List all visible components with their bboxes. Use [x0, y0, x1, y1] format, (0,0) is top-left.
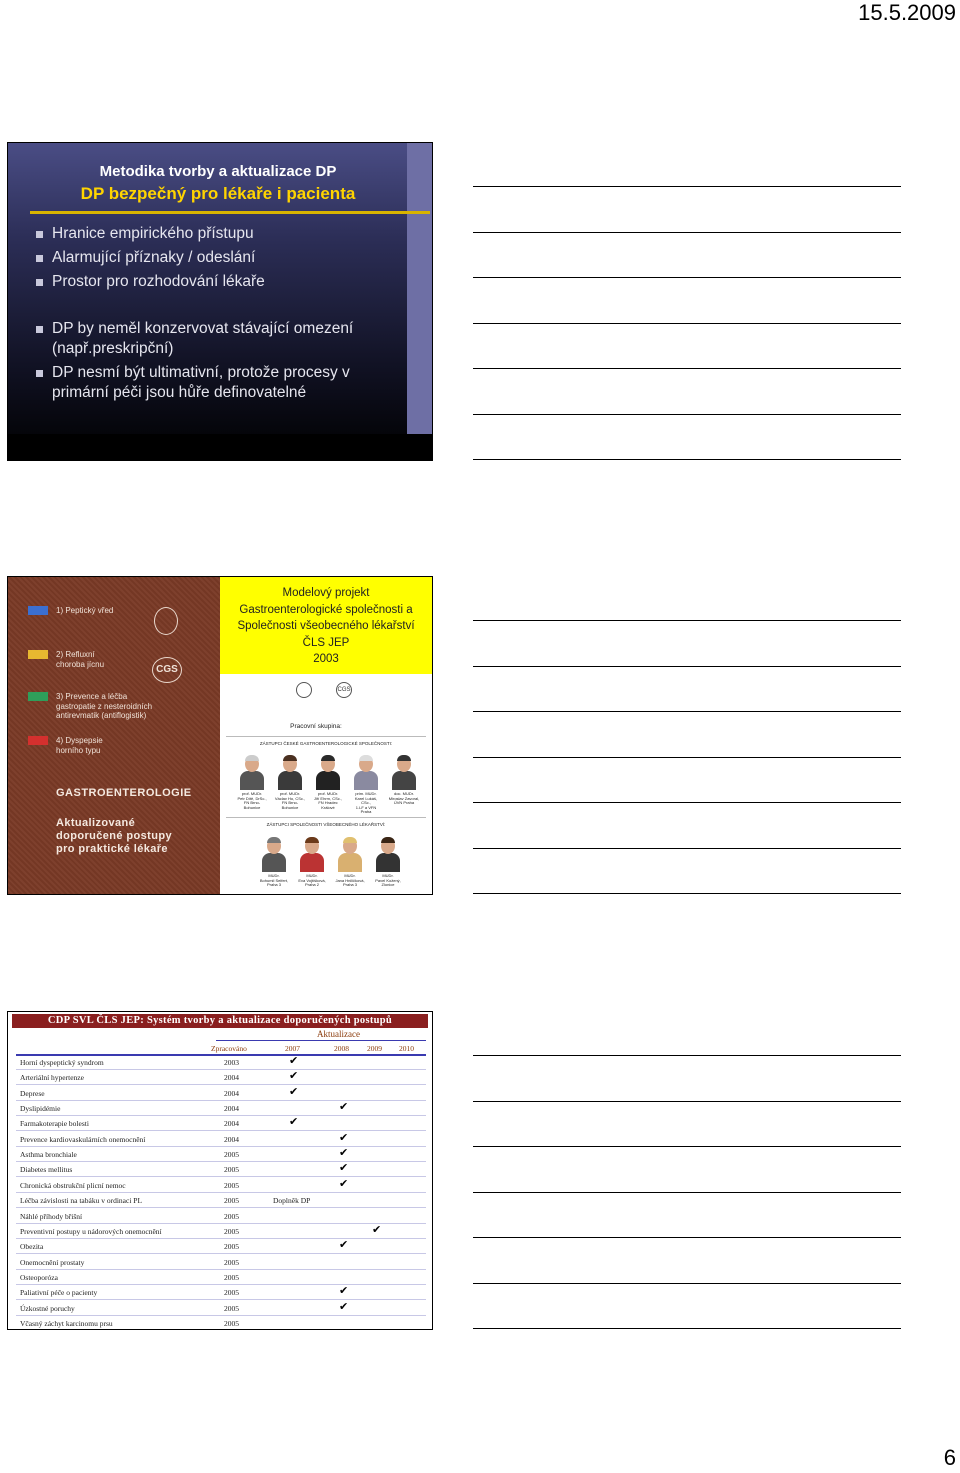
table-row-year: 2005 — [224, 1318, 239, 1328]
note-line — [473, 893, 901, 894]
project-title-line: ČLS JEP — [302, 636, 350, 649]
table-row-year: 2005 — [224, 1303, 239, 1313]
table-row-year: 2005 — [224, 1150, 239, 1160]
row-divider — [16, 1100, 426, 1101]
person-photo: MUDr. Jana Hniličková, Praha 3 — [338, 836, 362, 872]
table-row-year: 2003 — [224, 1058, 239, 1067]
working-group-panel — [220, 674, 432, 894]
checkmark-icon: ✔ — [339, 1284, 349, 1298]
table-row-name: Asthma bronchiale — [20, 1150, 77, 1160]
table-row-name: Farmakoterapie bolesti — [20, 1119, 89, 1129]
square-bullet-icon — [36, 370, 43, 377]
checkmark-icon: ✔ — [339, 1176, 349, 1190]
slide-subtitle: DP bezpečný pro lékaře i pacienta — [80, 184, 356, 203]
note-line — [473, 1146, 901, 1147]
row-divider — [16, 1130, 426, 1131]
note-line — [473, 459, 901, 460]
color-stripe — [28, 736, 48, 745]
table-row-year: 2004 — [224, 1073, 239, 1083]
doplnek-note: Doplněk DP — [273, 1196, 311, 1206]
row-divider — [16, 1299, 426, 1300]
table-row-name: Léčba závislosti na tabáku v ordinaci PL — [20, 1196, 143, 1206]
checkmark-icon: ✔ — [289, 1115, 299, 1129]
person-photo: MUDr. Bohumil Seifert, Praha 3 — [262, 836, 286, 872]
book-heading: GASTROENTEROLOGIE — [56, 787, 192, 799]
table-row-name: Diabetes mellitus — [20, 1165, 73, 1175]
note-line — [473, 1328, 901, 1329]
note-line — [473, 1055, 901, 1056]
person-photo: MUDr. Pavel Kožený, Zlonice — [376, 836, 400, 872]
table-row-name: Deprese — [20, 1088, 45, 1098]
bullet-item: Prostor pro rozhodování lékaře — [36, 272, 406, 292]
table-row-year: 2005 — [224, 1196, 239, 1206]
table-row-name: Preventivní postupy u nádorových onemocnění — [20, 1226, 162, 1236]
table-row-name: Onemocnění prostaty — [20, 1257, 85, 1267]
book-item: 1) Peptický vřed — [56, 606, 114, 615]
bullet-list-2 — [36, 319, 406, 407]
note-line — [473, 414, 901, 415]
bullet-item: DP nesmí být ultimativní, protože procesy v primární péči jsou hůře definovatelné — [36, 363, 406, 403]
col-zpracovano: Zpracováno — [211, 1044, 247, 1053]
table-row-year: 2004 — [224, 1104, 239, 1114]
table-row-name: Osteoporóza — [20, 1272, 58, 1282]
color-stripe — [28, 606, 48, 615]
checkmark-icon: ✔ — [339, 1100, 349, 1114]
row-divider — [16, 1315, 426, 1316]
project-title-line: Gastroenterologické společnosti a — [239, 603, 413, 616]
row-divider — [16, 1161, 426, 1162]
svl-logo-icon — [154, 607, 178, 635]
note-line — [473, 1237, 901, 1238]
note-line — [473, 711, 901, 712]
row-divider — [16, 1253, 426, 1254]
table-row-name: Arteriální hypertenze — [20, 1073, 84, 1083]
col-year: 2009 — [367, 1044, 382, 1053]
checkmark-icon: ✔ — [339, 1299, 349, 1313]
table-row-name: Chronická obstrukční plicní nemoc — [20, 1180, 126, 1190]
project-year: 2003 — [313, 653, 339, 665]
col-year: 2008 — [334, 1044, 349, 1053]
note-line — [473, 1283, 901, 1284]
bullet-list-1 — [36, 224, 406, 296]
color-stripe — [28, 692, 48, 701]
book-item: 2) Refluxní choroba jícnu — [56, 650, 105, 669]
book-item: 3) Prevence a léčba gastropatie z nesteroidních antirevmatik (antiflogistik) — [56, 692, 153, 720]
svl-logo-icon — [296, 682, 312, 698]
table-row-name: Prevence kardiovaskulárních onemocnění — [20, 1134, 146, 1144]
row-divider — [16, 1176, 426, 1177]
person-photo: prof. MUDr. Jiří Ehrm, CSc., FN Hradec Králové — [316, 754, 340, 790]
table-row-year: 2005 — [224, 1180, 239, 1190]
person-photo: prof. MUDr. Petr Dítě, DrSc., FN Brno-Bohunice — [240, 754, 264, 790]
row-divider — [16, 1084, 426, 1085]
table-row-year: 2004 — [224, 1088, 239, 1098]
square-bullet-icon — [36, 326, 43, 333]
slide-decor-bottom — [8, 434, 432, 460]
table-row-name: Obezita — [20, 1242, 44, 1252]
row-divider — [16, 1192, 426, 1193]
note-line — [473, 277, 901, 278]
table-row-year: 2005 — [224, 1242, 239, 1252]
project-title-box — [220, 577, 432, 674]
table-row-year: 2005 — [224, 1272, 239, 1282]
ges-representatives-label: ZÁSTUPCI ČESKÉ GASTROENTEROLOGICKÉ SPOLEČNOSTI: — [259, 741, 393, 746]
table-row-year: 2005 — [224, 1288, 239, 1298]
note-line — [473, 666, 901, 667]
header-rule — [16, 1054, 426, 1056]
checkmark-icon: ✔ — [339, 1238, 349, 1252]
bullet-item: Hranice empirického přístupu — [36, 224, 406, 244]
note-line — [473, 186, 901, 187]
note-line — [473, 620, 901, 621]
note-line — [473, 368, 901, 369]
row-divider — [16, 1223, 426, 1224]
person-photo: prof. MUDr. Václav Ho, CSc., FN Brno-Bohunice — [278, 754, 302, 790]
cgs-logo-icon: CGS — [152, 657, 182, 683]
table-row-name: Paliativní péče o pacienty — [20, 1288, 98, 1298]
table-row-year: 2005 — [224, 1226, 239, 1236]
person-photo: prim. MUDr. Karel Lukáš, CSc., 1.LF a VFN Praha — [354, 754, 378, 790]
cgs-logo-icon: CGS — [336, 682, 352, 698]
table-row-name: Včasný záchyt karcinomu prsu — [20, 1318, 113, 1328]
title-rule — [30, 211, 430, 214]
table-row-year: 2004 — [224, 1119, 239, 1129]
working-group-label: Pracovní skupina: — [290, 723, 342, 730]
table-row-name: Úzkostné poruchy — [20, 1303, 75, 1313]
square-bullet-icon — [36, 279, 43, 286]
table-row-year: 2005 — [224, 1257, 239, 1267]
square-bullet-icon — [36, 231, 43, 238]
project-title-line: Společnosti všeobecného lékařství — [237, 620, 415, 632]
checkmark-icon: ✔ — [289, 1084, 299, 1098]
checkmark-icon: ✔ — [339, 1146, 349, 1160]
book-cover — [8, 577, 220, 894]
book-subtitle: Aktualizované doporučené postupy pro praktické lékaře — [56, 817, 172, 855]
slide-3-update-table — [7, 1011, 433, 1330]
row-divider — [16, 1069, 426, 1070]
row-divider — [16, 1207, 426, 1208]
bullet-item: Alarmující příznaky / odeslání — [36, 248, 406, 268]
book-item: 4) Dyspepsie horního typu — [56, 736, 103, 755]
note-line — [473, 232, 901, 233]
slide-2-modelovy-projekt — [7, 576, 433, 895]
square-bullet-icon — [36, 255, 43, 262]
col-year: 2007 — [285, 1044, 300, 1053]
checkmark-icon: ✔ — [289, 1069, 299, 1083]
table-row-name: Dyslipidémie — [20, 1104, 61, 1114]
row-divider — [16, 1269, 426, 1270]
note-line — [473, 757, 901, 758]
row-divider — [16, 1146, 426, 1147]
divider — [226, 817, 426, 818]
checkmark-icon: ✔ — [289, 1054, 299, 1067]
divider — [226, 736, 426, 737]
table-row-year: 2004 — [224, 1134, 239, 1144]
checkmark-icon: ✔ — [339, 1161, 349, 1175]
table-row-name: Horní dyspeptický syndrom — [20, 1058, 104, 1067]
note-line — [473, 1101, 901, 1102]
aktualizace-header: Aktualizace — [317, 1029, 360, 1039]
col-year: 2010 — [399, 1044, 414, 1053]
checkmark-icon: ✔ — [372, 1222, 382, 1236]
page-number: 6 — [943, 1445, 956, 1470]
project-title-line: Modelový projekt — [282, 587, 370, 599]
slide-title: Metodika tvorby a aktualizace DP — [99, 163, 337, 180]
note-line — [473, 323, 901, 324]
person-photo: doc. MUDr. Miroslav Zavoral, ÚVN Praha — [392, 754, 416, 790]
slide-1-metodika — [7, 142, 433, 461]
color-stripe — [28, 650, 48, 659]
table-row-year: 2005 — [224, 1211, 239, 1221]
row-divider — [16, 1284, 426, 1285]
note-line — [473, 848, 901, 849]
print-date: 15.5.2009 — [858, 0, 956, 25]
note-line — [473, 802, 901, 803]
svl-representatives-label: ZÁSTUPCI SPOLEČNOSTI VŠEOBECNÉHO LÉKAŘSTVÍ: — [266, 822, 386, 827]
checkmark-icon: ✔ — [339, 1130, 349, 1144]
row-divider — [16, 1238, 426, 1239]
table-slide-title: CDP SVL ČLS JEP: Systém tvorby a aktualizace doporučených postupů — [12, 1014, 428, 1028]
person-photo: MUDr. Eva Vojtíšková, Praha 2 — [300, 836, 324, 872]
note-line — [473, 1192, 901, 1193]
row-divider — [16, 1115, 426, 1116]
header-rule — [216, 1040, 426, 1041]
table-row-year: 2005 — [224, 1165, 239, 1175]
bullet-item: DP by neměl konzervovat stávající omezení (např.preskripční) — [36, 319, 406, 359]
table-row-name: Náhlé příhody břišní — [20, 1211, 83, 1221]
